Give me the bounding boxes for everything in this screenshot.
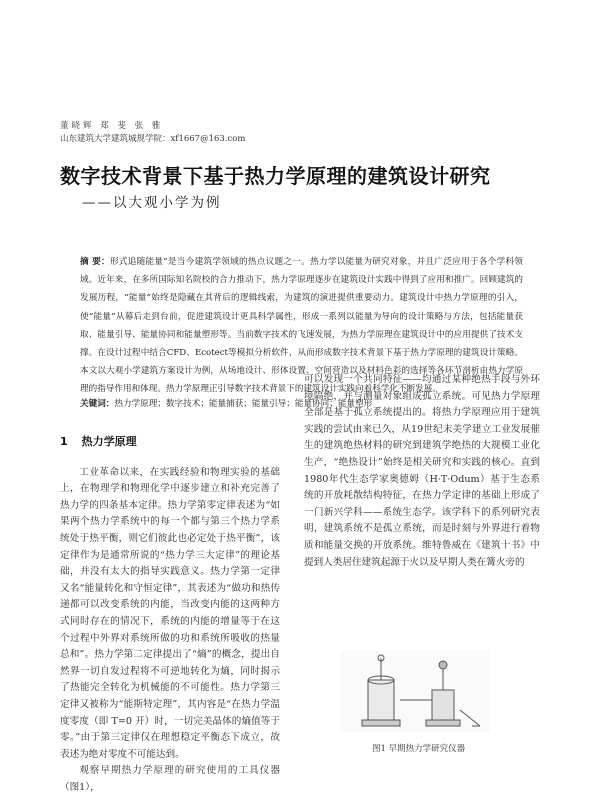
authors: 董晓辉 郑 斐 张 雅 xyxy=(60,121,164,131)
left-paragraph-1: 工业革命以来，在实践经验和物理实验的基础上，在物理学和物理化学中逐步建立和补充完善了热力学的四条基本定律。热力学第零定律表述为“如果两个热力学系统中的每一个都与第三个热力学系统处于热平衡，则它们彼此也必定处于热平衡”，该定律作为是通常所说的“热力学三大定律”的理论基础，并没有太大的指导实践意义。热力学第一定律又名“能量转化和守恒定律”，其表述为“做功和热传递都可以改变系统的内能，当改变内能的这两种方式同时存在的情况下，系统的内能的增量等于在这个过程中外界对系统所做的功和系统所吸收的热量总和”。热力学第二定律提出了“熵”的概念，提出自然界一切自发过程将不可逆地转化为熵，同时揭示了热能完全转化为机械能的不可能性。热力学第三定律又被称为“能斯特定理”，其内容是“在热力学温度零度（即 T=0 开）时，一切完美晶体的熵值等于零。”由于第三定律仅在理想稳定平衡态下成立，故表述为绝对零度不可能达到。 xyxy=(60,466,280,760)
figure-early-thermo-instruments xyxy=(340,650,490,732)
section-number: 1 xyxy=(60,435,68,448)
section-title: 热力学原理 xyxy=(81,435,137,448)
keywords-label: 关键词： xyxy=(80,399,115,409)
figure-caption: 图1 早期热力学研究仪器 xyxy=(372,744,466,754)
abstract-text: 形式追随能量”是当今建筑学领域的热点议题之一。热力学以能量为研究对象，并且广泛应用于各个学科领域。近年来，在多所国际知名院校的合力推动下，热力学原理逐步在建筑设计实践中得到了应用和推广。回顾建筑的发展历程，“能量”始终是隐藏在其背后的逻辑线索，为建筑的演进提供重要动力。建筑设计中热力学原理的引入，使“能量”从幕后走到台前，促进建筑设计更具科学属性，形成一系列以能量为导向的设计策略与方法，包括能量获取、能量引导、能量协同和能量塑形等。当前数字技术的飞速发展，为热力学原理在建筑设计中的应用提供了技术支撑。在设计过程中结合CFD、Ecotect等模拟分析软件，从而形成数字技术背景下基于热力学原理的建筑设计策略。本文以大观小学建筑方案设计为例，从场地设计、形体设置、空间营造以及材料色彩的选择等各环节剖析由热力学原理的指导作用和体现。热力学原理正引导数字技术背景下的建筑设计实践向着科学化不断发展。 xyxy=(80,257,523,395)
right-paragraph-1: 可以发现一个共同特征——均通过某种绝热手段与外环境隔绝，并与测量对象组成孤立系统。可见热力学原理全部是基于孤立系统提出的。将热力学原理应用于建筑实践的尝试由来已久，从19世纪末美学建立工业发展催生的建筑绝热材料的研究到建筑学绝热的大规模工业化生产，“绝热设计”始终是相关研究和实践的核心。直到1980年代生态学家奥德姆（H·T·Odum）基于生态系统的开放耗散结构特征，在热力学定律的基础上形成了一门新兴学科——系统生态学。该学科下的系列研究表明，建筑系统不是孤立系统，而是时刻与外界进行着物质和能量交换的开放系统。维特鲁威在《建筑十书》中提到人类居住建筑起源于火以及早期人类在篝火旁的 xyxy=(304,374,540,568)
section-heading xyxy=(60,434,280,451)
left-column xyxy=(60,372,280,796)
paper-subtitle: ——以大观小学为例 xyxy=(82,195,222,211)
affiliation: 山东建筑大学建筑城规学院：xf1667@163.com xyxy=(60,134,246,144)
keywords-text: 热力学原理；数字技术；能量捕获；能量引导；能量协同；能量塑形 xyxy=(114,399,373,409)
left-paragraph-2: 观察早期热力学原理的研究使用的工具仪器（图1）， xyxy=(60,765,280,793)
abstract-label: 摘 要： xyxy=(80,257,110,267)
paper-title: 数字技术背景下基于热力学原理的建筑设计研究 xyxy=(60,164,491,188)
right-column xyxy=(304,372,540,571)
